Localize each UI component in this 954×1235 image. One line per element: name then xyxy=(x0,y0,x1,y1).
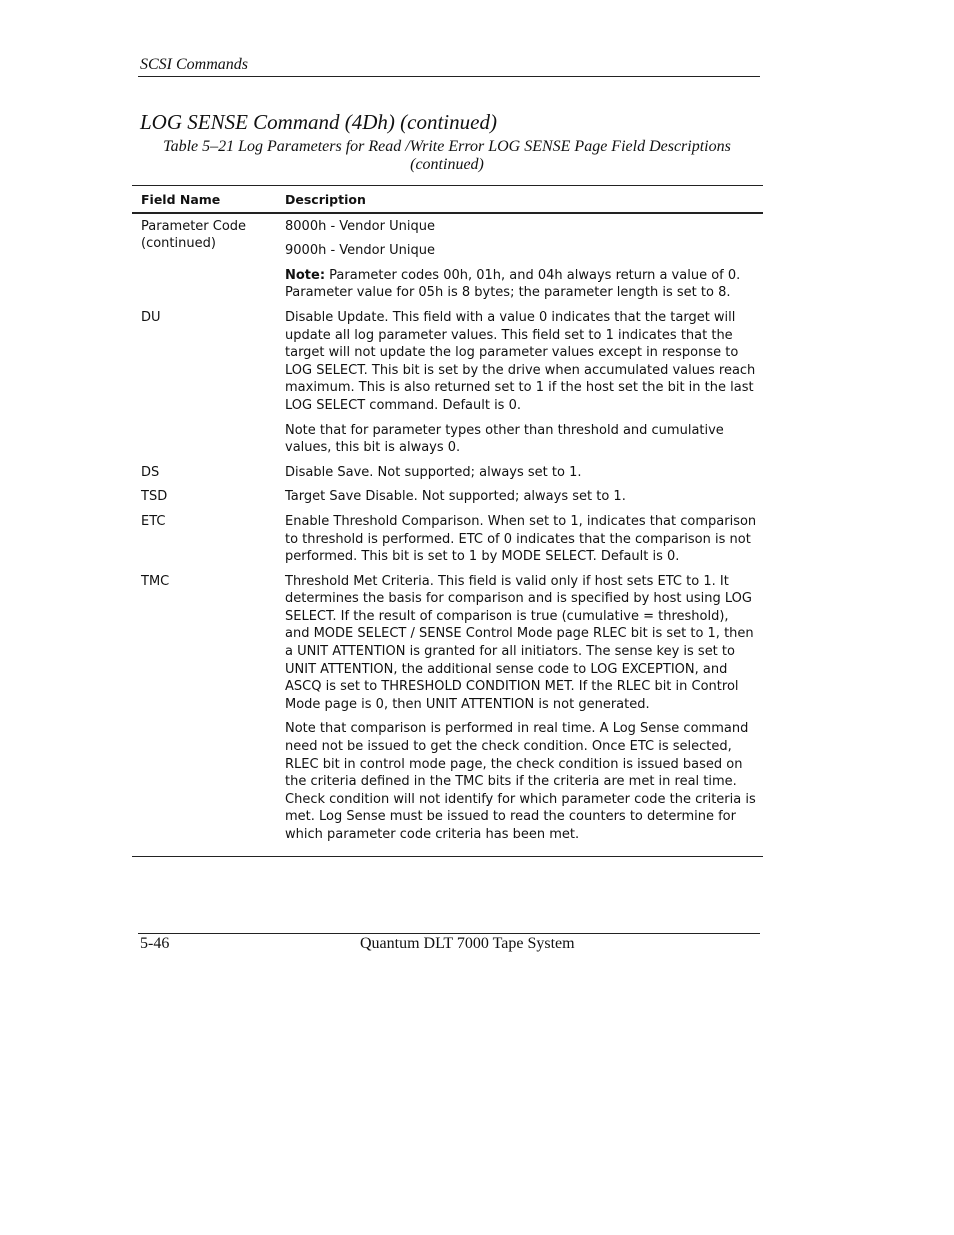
page-number: 5-46 xyxy=(140,935,170,952)
description-text: Target Save Disable. Not supported; always set to 1. xyxy=(285,489,626,505)
description-cell xyxy=(275,488,763,513)
description-text: 8000h - Vendor Unique xyxy=(285,218,435,234)
field-name-cell: DU xyxy=(141,309,161,325)
field-name-cell: DS xyxy=(141,464,160,480)
description-text: Enable Threshold Comparison. When set to 1, indicates that comparison to threshold is performed. ETC of 0 indicates that the comparison is not performed. This bit is set to 1 by MODE SELECT. Default is 0. xyxy=(285,513,757,565)
description-cell xyxy=(275,573,763,856)
description-paragraph xyxy=(285,720,757,843)
table-row xyxy=(132,513,763,573)
table-caption-line2: (continued) xyxy=(410,156,484,173)
field-name-cell: Parameter Code (continued) xyxy=(141,218,247,252)
column-header-description: Description xyxy=(275,186,763,213)
description-cell xyxy=(275,213,763,309)
table-row xyxy=(132,213,763,309)
description-text: Parameter codes 00h, 01h, and 04h always return a value of 0. Parameter value for 05h is 8 bytes; the parameter length is set to 8. xyxy=(285,267,741,301)
running-head: SCSI Commands xyxy=(140,56,249,73)
column-header-field-name: Field Name xyxy=(132,186,275,213)
table-row xyxy=(132,488,763,513)
description-paragraph xyxy=(285,309,757,415)
description-text: Disable Save. Not supported; always set to 1. xyxy=(285,464,582,480)
description-text: Threshold Met Criteria. This field is valid only if host sets ETC to 1. It determines the basis for comparison and is specified by host using LOG SELECT. If the result of comparison is true (cumulative = threshold), and MODE SELECT / SENSE Control Mode page RLEC bit is set to 1, then a UNIT ATTENTION is granted for all initiators. The sense key is set to UNIT ATTENTION, the additional sense code to LOG EXCEPTION, and ASCQ is set to THRESHOLD CONDITION MET. If the RLEC bit in Control Mode page is 0, then UNIT ATTENTION is not generated. xyxy=(285,573,754,712)
description-paragraph xyxy=(285,464,757,482)
description-cell xyxy=(275,464,763,489)
table-row xyxy=(132,573,763,856)
field-name-cell: ETC xyxy=(141,513,166,529)
description-cell xyxy=(275,309,763,464)
book-title: Quantum DLT 7000 Tape System xyxy=(360,935,575,952)
table-row xyxy=(132,464,763,489)
table-body xyxy=(132,213,763,857)
description-paragraph xyxy=(285,573,757,714)
description-paragraph xyxy=(285,513,757,566)
header-rule xyxy=(138,76,760,77)
note-label: Note: xyxy=(285,267,326,283)
description-paragraph xyxy=(285,218,757,236)
field-descriptions-table xyxy=(132,185,763,857)
description-text: Note that for parameter types other than threshold and cumulative values, this bit is always 0. xyxy=(285,422,724,456)
description-paragraph xyxy=(285,267,757,302)
description-paragraph xyxy=(285,488,757,506)
footer-rule xyxy=(138,933,760,934)
field-name-cell: TMC xyxy=(132,573,275,856)
description-paragraph xyxy=(285,242,757,260)
description-cell xyxy=(275,513,763,573)
description-text: Disable Update. This field with a value 0 indicates that the target will update all log parameter values. This field set to 1 indicates that the target will not update the log parameter values except in response to LOG SELECT. This bit is set by the drive when accumulated values reach maximum. This is also returned set to 1 if the host set the bit in the last LOG SELECT command. Default is 0. xyxy=(285,309,756,413)
description-text: Note that comparison is performed in real time. A Log Sense command need not be issued to get the check condition. Once ETC is selected, RLEC bit in control mode page, the check condition is issued based on the criteria defined in the TMC bits if the criteria are met in real time. Check condition will not identify for which parameter code the criteria is met. Log Sense must be issued to read the counters to determine for which parameter code criteria has been met. xyxy=(285,721,756,842)
field-name-cell: TSD xyxy=(141,489,168,505)
table-row xyxy=(132,309,763,464)
description-text: 9000h - Vendor Unique xyxy=(285,243,435,259)
table-caption xyxy=(132,138,762,174)
table-header-row xyxy=(132,186,763,213)
description-paragraph xyxy=(285,422,757,457)
table-caption-line1: Table 5–21 Log Parameters for Read /Write Error LOG SENSE Page Field Descriptions xyxy=(163,138,731,155)
section-title: LOG SENSE Command (4Dh) (continued) xyxy=(140,110,497,134)
